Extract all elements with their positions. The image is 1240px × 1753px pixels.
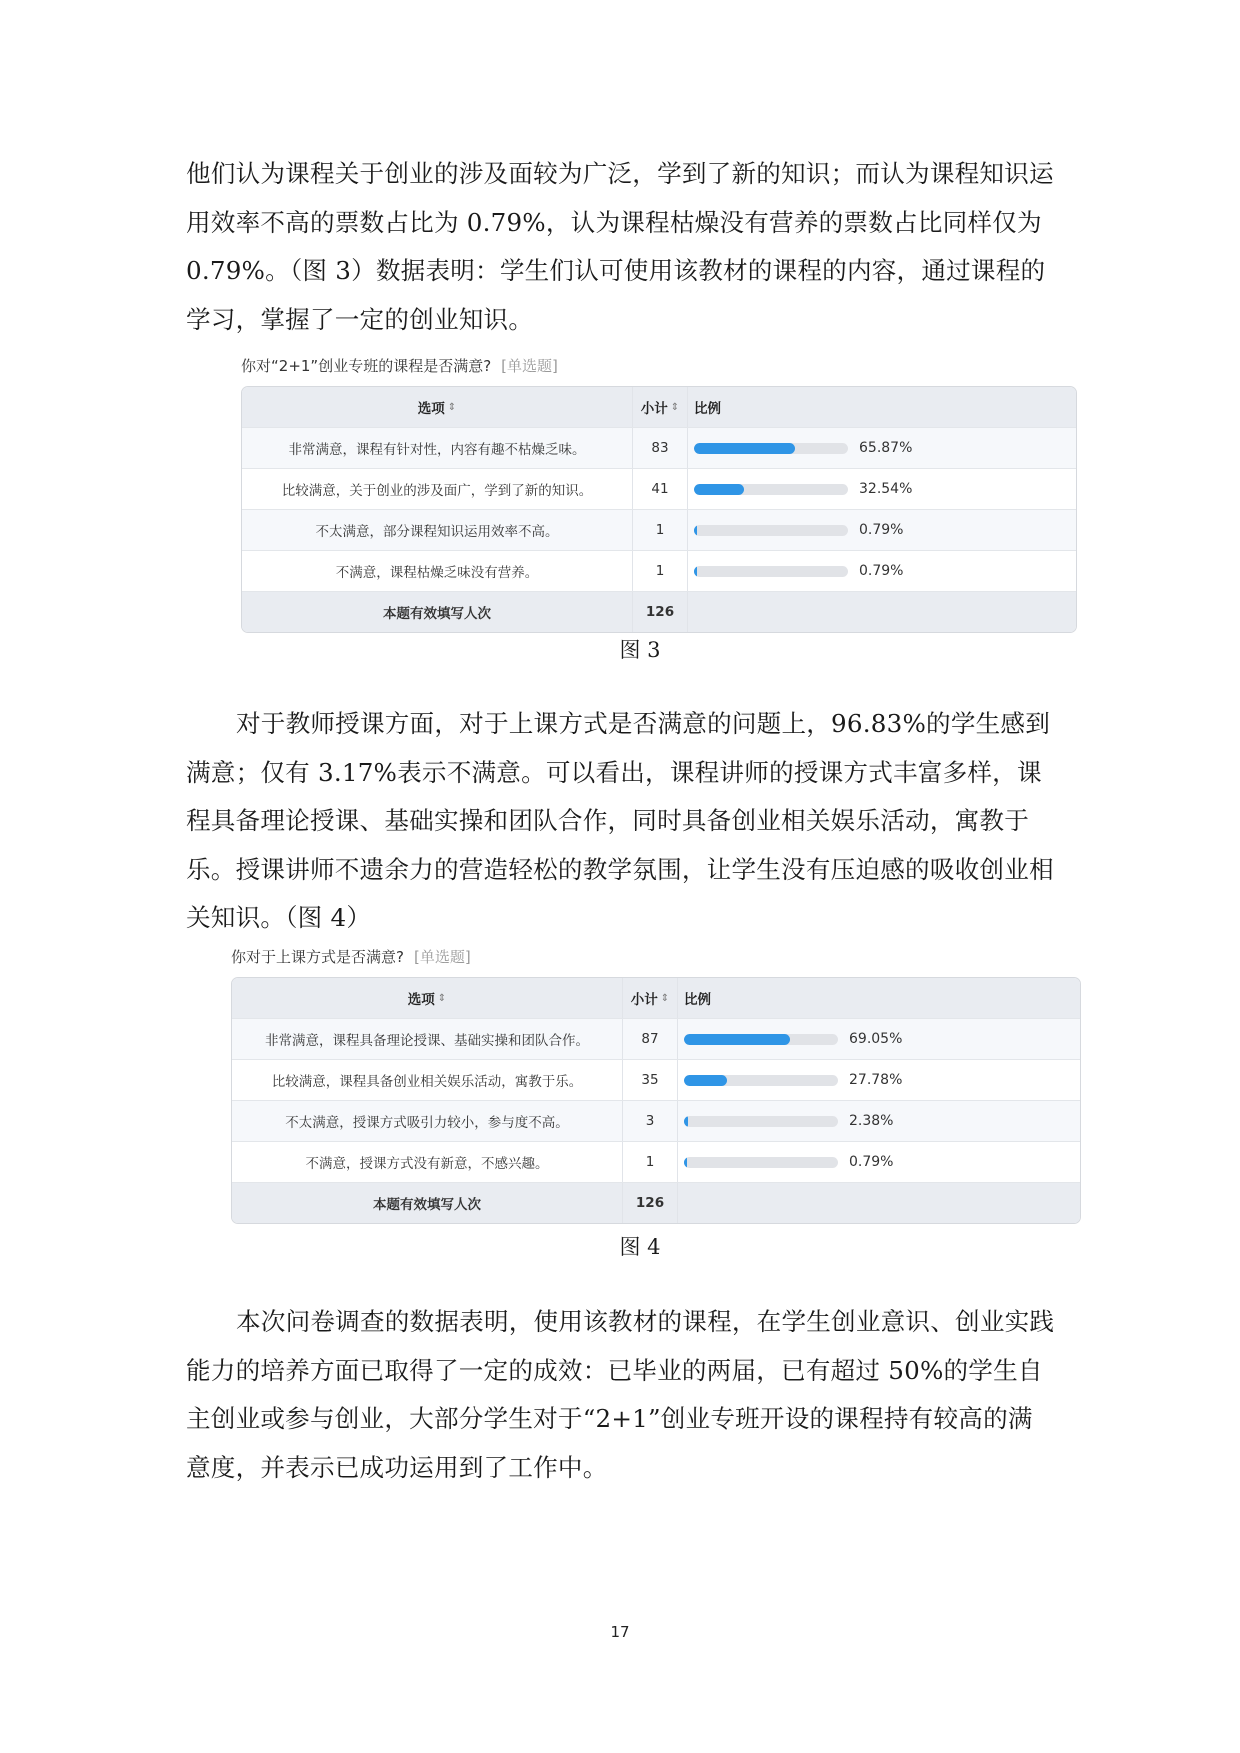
count-cell: 1 [633,551,688,591]
table-header [242,387,1076,428]
option-cell: 不满意，课程枯燥乏味没有营养。 [242,551,633,591]
table-row [232,1019,1080,1060]
valid-responses-count: 126 [633,592,688,632]
count-cell: 1 [623,1142,678,1182]
ratio-bar-fill [684,1157,687,1168]
option-cell: 非常满意，课程有针对性，内容有趣不枯燥乏味。 [242,428,633,468]
ratio-percent: 27.78% [849,1072,903,1088]
paragraph-1: 他们认为课程关于创业的涉及面较为广泛，学到了新的知识；而认为课程知识运用效率不高的票数占比为 0.79%，认为课程枯燥没有营养的票数占比同样仅为0.79%。（图 3）数据表明：学生们认可使用该教材的课程的内容，通过课程的学习，掌握了一定的创业知识。 [186,159,1054,334]
ratio-column-header: 比例 [694,401,721,417]
count-column-header[interactable]: 小计 ⇕ [633,387,688,427]
paragraph-3: 本次问卷调查的数据表明，使用该教材的课程，在学生创业意识、创业实践能力的培养方面已取得了一定的成效：已毕业的两届，已有超过 50%的学生自主创业或参与创业，大部分学生对于“2+1”创业专班开设的课程持有较高的满意度，并表示已成功运用到了工作中。 [186,1307,1055,1482]
ratio-bar-fill [684,1075,727,1086]
page-number: 17 [610,1623,630,1641]
table-row [232,1142,1080,1183]
valid-responses-label: 本题有效填写人次 [242,592,633,632]
valid-responses-label: 本题有效填写人次 [232,1183,623,1223]
valid-responses-count: 126 [623,1183,678,1223]
ratio-cell [678,1060,1080,1100]
ratio-bar [684,1116,838,1127]
ratio-bar [684,1075,838,1086]
ratio-percent: 65.87% [859,440,913,456]
table-row [242,428,1076,469]
table-row [232,1060,1080,1101]
sort-icon[interactable]: ⇕ [437,992,447,1004]
ratio-cell [688,428,1076,468]
ratio-column-header: 比例 [684,992,711,1008]
ratio-bar [694,443,848,454]
option-column-header[interactable]: 选项 ⇕ [242,387,633,427]
survey-table-1 [241,354,1077,633]
table-row [242,551,1076,592]
question-type-tag: [单选题] [501,357,558,375]
table-row [232,1101,1080,1142]
table-row [242,510,1076,551]
table-header [232,978,1080,1019]
ratio-bar [694,566,848,577]
option-cell: 不太满意，授课方式吸引力较小，参与度不高。 [232,1101,623,1141]
ratio-bar-fill [694,525,697,536]
sort-icon[interactable]: ⇕ [660,992,670,1004]
ratio-cell [688,551,1076,591]
ratio-bar-fill [694,484,744,495]
ratio-bar-fill [684,1116,688,1127]
table-row [242,469,1076,510]
ratio-percent: 69.05% [849,1031,903,1047]
figure-caption-3: 图 3 [619,638,661,662]
ratio-cell [678,1019,1080,1059]
option-cell: 比较满意，课程具备创业相关娱乐活动，寓教于乐。 [232,1060,623,1100]
table-footer [232,1183,1080,1223]
question-text: 你对于上课方式是否满意? [231,948,404,966]
count-cell: 83 [633,428,688,468]
ratio-bar-fill [694,566,697,577]
ratio-bar [694,525,848,536]
table-footer [242,592,1076,632]
ratio-bar-fill [684,1034,790,1045]
paragraph-2: 对于教师授课方面，对于上课方式是否满意的问题上，96.83%的学生感到满意；仅有 3.17%表示不满意。可以看出，课程讲师的授课方式丰富多样，课程具备理论授课、基础实操和团队合作，同时具备创业相关娱乐活动，寓教于乐。授课讲师不遗余力的营造轻松的教学氛围，让学生没有压迫感的吸收创业相关知识。（图 4） [186,709,1054,932]
ratio-percent: 2.38% [849,1113,894,1129]
survey-question [231,945,1081,969]
ratio-bar [684,1157,838,1168]
ratio-percent: 0.79% [849,1154,894,1170]
option-cell: 不满意，授课方式没有新意，不感兴趣。 [232,1142,623,1182]
result-table [231,977,1081,1224]
ratio-cell [678,1142,1080,1182]
ratio-cell [688,510,1076,550]
result-table [241,386,1077,633]
sort-icon[interactable]: ⇕ [447,401,457,413]
ratio-percent: 32.54% [859,481,913,497]
count-cell: 3 [623,1101,678,1141]
count-cell: 35 [623,1060,678,1100]
ratio-percent: 0.79% [859,522,904,538]
sort-icon[interactable]: ⇕ [670,401,680,413]
survey-question [241,354,1077,378]
ratio-bar [684,1034,838,1045]
question-type-tag: [单选题] [413,948,471,966]
option-column-header[interactable]: 选项 ⇕ [232,978,623,1018]
ratio-cell [678,1101,1080,1141]
count-cell: 87 [623,1019,678,1059]
question-text: 你对“2+1”创业专班的课程是否满意? [241,357,492,375]
option-cell: 非常满意，课程具备理论授课、基础实操和团队合作。 [232,1019,623,1059]
ratio-percent: 0.79% [859,563,904,579]
option-cell: 比较满意，关于创业的涉及面广，学到了新的知识。 [242,469,633,509]
survey-table-2 [231,945,1081,1224]
figure-caption-4: 图 4 [619,1235,661,1259]
ratio-bar-fill [694,443,795,454]
ratio-bar [694,484,848,495]
count-column-header[interactable]: 小计 ⇕ [623,978,678,1018]
option-cell: 不太满意，部分课程知识运用效率不高。 [242,510,633,550]
count-cell: 41 [633,469,688,509]
count-cell: 1 [633,510,688,550]
ratio-cell [688,469,1076,509]
